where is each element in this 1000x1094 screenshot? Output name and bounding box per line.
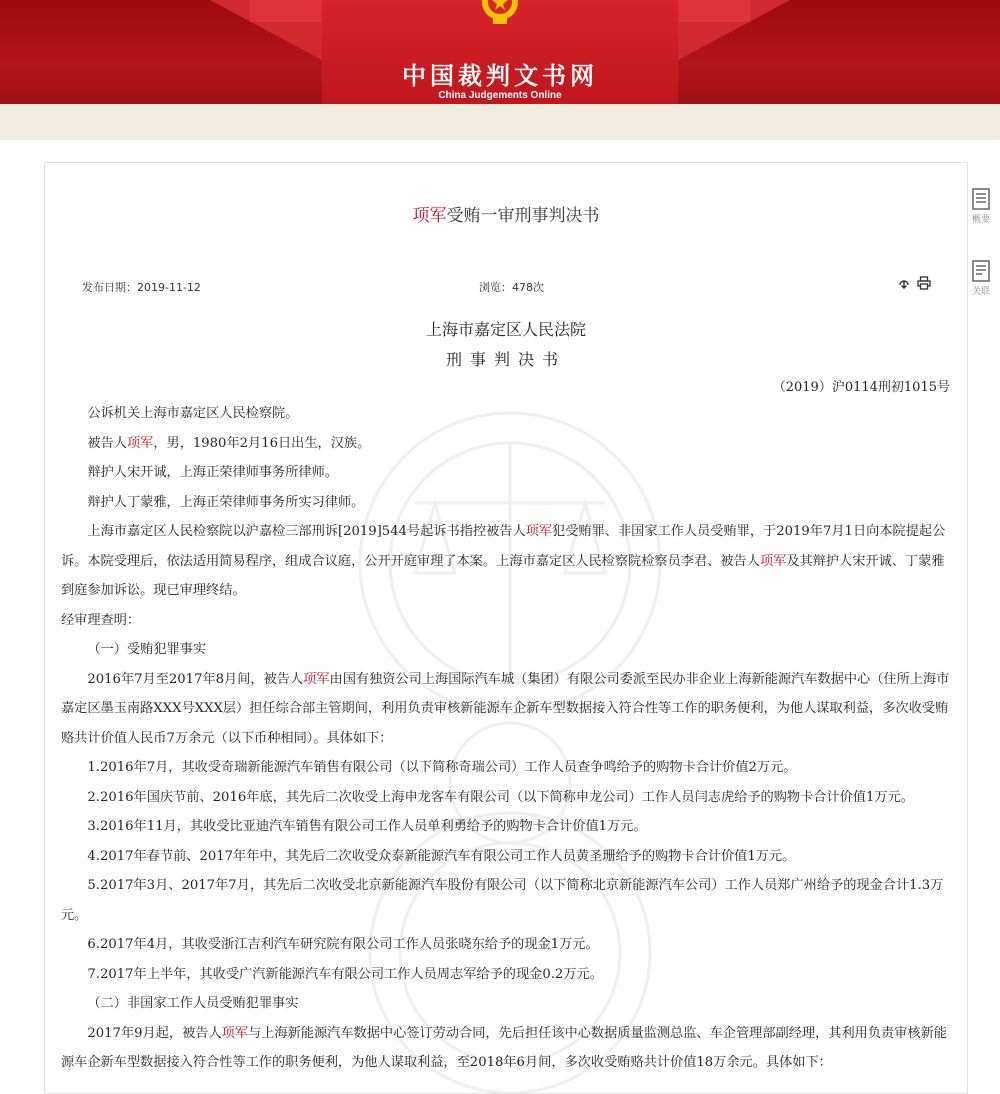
- list-item: 4.2017年春节前、2017年年中，其先后二次收受众泰新能源汽车有限公司工作人员黄圣珊给予的购物卡合计价值1万元。: [87, 848, 796, 864]
- print-icon[interactable]: [917, 276, 931, 290]
- defendant-name-highlight: 项军: [525, 524, 553, 539]
- summary-button[interactable]: [970, 188, 992, 225]
- site-title[interactable]: 中国裁判文书网: [402, 62, 598, 90]
- defendant-name-highlight: 项军: [412, 206, 447, 226]
- document-panel: [44, 162, 968, 1094]
- paragraph-nonstate-summary: 2017年9月起，被告人项军与上海新能源汽车数据中心签订劳动合同，先后担任该中心数据质量监测总监、车企管理部副经理，其利用负责审核新能源车企新车型数据接入符合性等工作的职务便利，为他人谋取利益，至2018年6月间，多次收受贿赂共计价值18万余元。具体如下：: [61, 1025, 947, 1070]
- ribbon-right-fold: [678, 0, 750, 22]
- case-number: （2019）沪0114刑初1015号: [772, 380, 950, 395]
- list-item: 5.2017年3月、2017年7月，其先后二次收受北京新能源汽车股份有限公司（以下简称北京新能源汽车公司）工作人员郑广州给予的现金合计1.3万元。: [61, 878, 944, 923]
- paragraph-defendant: 被告人项军，男，1980年2月16日出生，汉族。: [87, 435, 371, 451]
- document-body: [61, 399, 951, 1078]
- paragraph-findings-heading: 经审理查明：: [61, 612, 141, 628]
- summary-label: 概要: [971, 215, 990, 225]
- defendant-name-highlight: 项军: [759, 553, 787, 569]
- paragraph-defender-1: 辩护人宋开诚，上海正荣律师事务所律师。: [87, 465, 338, 480]
- section-heading-nonstate: （二）非国家工作人员受贿犯罪事实: [87, 996, 299, 1011]
- list-item: 2.2016年国庆节前、2016年底，其先后二次收受上海申龙客车有限公司（以下简称申龙公司）工作人员闫志虎给予的购物卡合计价值1万元。: [87, 789, 914, 805]
- related-button[interactable]: [970, 260, 992, 297]
- document-title-text: 受贿一审刑事判决书: [446, 206, 600, 226]
- view-count: 浏览：478次: [479, 281, 544, 294]
- list-item: 6.2017年4月，其收受浙江吉利汽车研究院有限公司工作人员张晓东给予的现金1万元。: [87, 937, 599, 952]
- list-item: 1.2016年7月，其收受奇瑞新能源汽车销售有限公司（以下简称奇瑞公司）工作人员查争鸣给予的购物卡合计价值2万元。: [87, 760, 797, 775]
- document-type: 刑事判决书: [445, 350, 566, 369]
- court-name: 上海市嘉定区人民法院: [425, 320, 586, 339]
- national-emblem-icon: [480, 0, 520, 26]
- defendant-name-highlight: 项军: [126, 435, 154, 451]
- paragraph-procedure: 上海市嘉定区人民检察院以沪嘉检三部刑诉[2019]544号起诉书指控被告人项军犯受贿罪、非国家工作人员受贿罪，于2019年7月1日向本院提起公诉。本院受理后，依法适用简易程序，组成合议庭，公开开庭审理了本案。上海市嘉定区人民检察院检察员李君、被告人项军及其辩护人宋开诚、丁蒙雅到庭参加诉讼。现已审理终结。: [61, 524, 946, 598]
- paragraph-prosecutor: 公诉机关上海市嘉定区人民检察院。: [87, 406, 299, 421]
- defendant-name-highlight: 项军: [303, 671, 330, 687]
- list-item: 3.2016年11月，其收受比亚迪汽车销售有限公司工作人员单利勇给予的购物卡合计价值1万元。: [87, 819, 647, 834]
- related-label: 关联: [971, 287, 990, 297]
- related-document-icon: [972, 260, 990, 282]
- document-icon: [972, 188, 990, 210]
- paragraph-bribery-summary: 2016年7月至2017年8月间，被告人项军由国有独资公司上海国际汽车城（集团）有限公司委派至民办非企业上海新能源汽车数据中心（住所上海市嘉定区墨玉南路XXX号XXX层）担任综合部主管期间，利用负责审核新能源车企新车型数据接入符合性等工作的职务便利，为他人谋取利益，多次收受贿赂共计价值人民币7万余元（以下币种相同）。具体如下：: [61, 671, 950, 746]
- document-title: [45, 201, 967, 226]
- paragraph-defender-2: 辩护人丁蒙雅，上海正荣律师事务所实习律师。: [87, 494, 365, 510]
- download-icon[interactable]: [897, 276, 911, 290]
- ribbon-left-fold: [250, 0, 322, 22]
- list-item: 7.2017年上半年，其收受广汽新能源汽车有限公司工作人员周志军给予的现金0.2万元。: [87, 966, 603, 982]
- publish-date: 发布日期：2019-11-12: [82, 281, 201, 294]
- site-subtitle: China Judgements Online: [438, 90, 562, 101]
- document-tools: [897, 276, 931, 290]
- defendant-name-highlight: 项军: [221, 1025, 249, 1041]
- section-heading-bribery: （一）受贿犯罪事实: [87, 642, 207, 657]
